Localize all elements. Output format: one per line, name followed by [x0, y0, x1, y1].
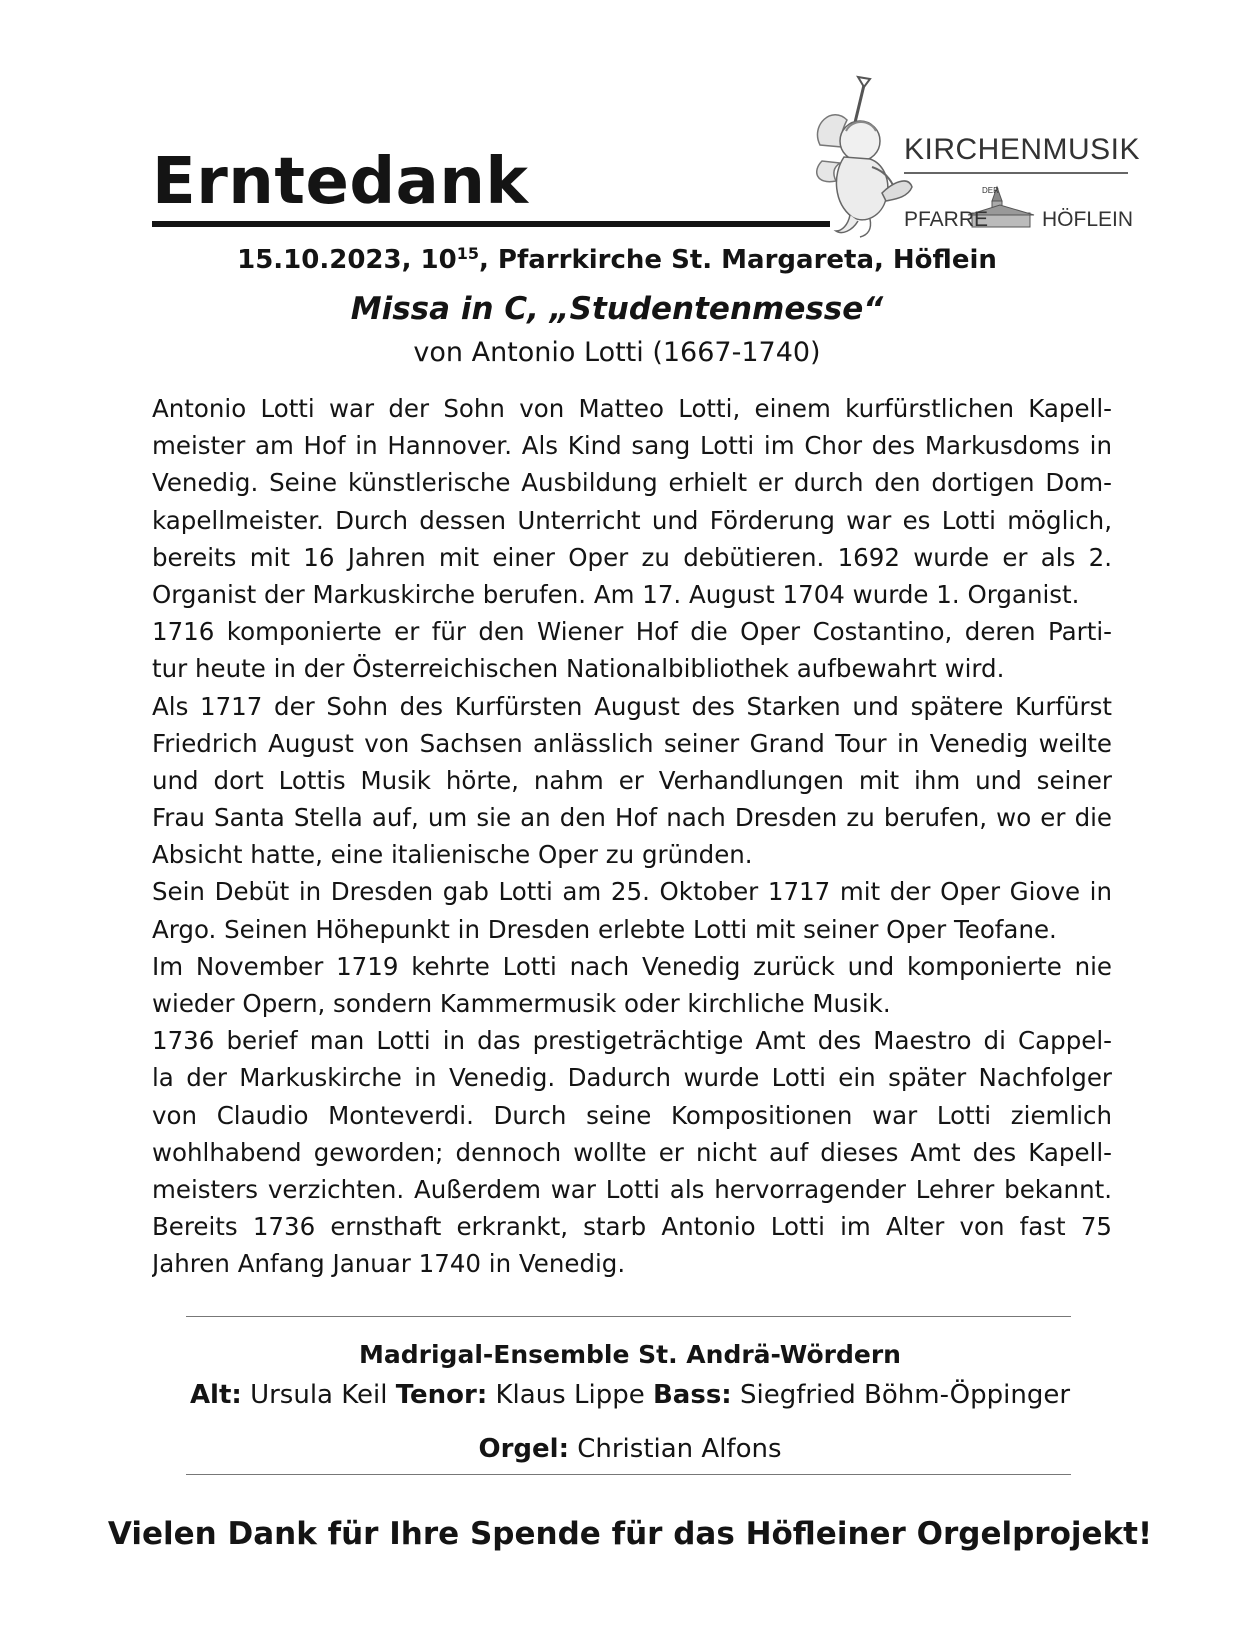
biography-line: wieder Opern, sondern Kammermusik oder kirchliche Musik. — [152, 989, 891, 1018]
biography-line: und dort Lottis Musik hörte, nahm er Verhandlungen mit ihm und seiner — [152, 765, 1112, 795]
composer-line: von Antonio Lotti (1667-1740) — [413, 337, 821, 368]
logo-pfarre-text: PFARRE — [904, 208, 989, 231]
biography-line: Organist der Markuskirche berufen. Am 17. August 1704 wurde 1. Organist. — [152, 579, 1080, 609]
ensemble-name: Madrigal-Ensemble St. Andrä-Wördern — [359, 1340, 901, 1369]
biography-line: meister am Hof in Hannover. Als Kind sang Lotti im Chor des Markusdoms in — [152, 431, 1112, 461]
biography-line: Als 1717 der Sohn des Kurfürsten August des Starken und spätere Kurfürst — [152, 691, 1112, 721]
biography-line: Sein Debüt in Dresden gab Lotti am 25. Oktober 1717 mit der Oper Giove in — [152, 877, 1112, 907]
biography-line: 1736 berief man Lotti in das prestigeträchtige Amt des Maestro di Cappel- — [152, 1026, 1112, 1056]
event-date-place — [0, 244, 1234, 276]
biography-line: Argo. Seinen Höhepunkt in Dresden erlebte Lotti mit seiner Oper Teofane. — [152, 914, 1057, 944]
divider-bottom — [186, 1474, 1071, 1475]
bass-name: Siegfried Böhm-Öppinger — [731, 1380, 1071, 1410]
logo-der-text: DER — [982, 186, 999, 195]
biography-line: 1716 komponierte er für den Wiener Hof die Oper Costantino, deren Parti- — [152, 617, 1112, 647]
donation-thanks: Vielen Dank für Ihre Spende für das Höfleiner Orgelprojekt! — [107, 1516, 1153, 1552]
biography-line: la der Markuskirche in Venedig. Dadurch wurde Lotti ein später Nachfolger — [152, 1063, 1112, 1093]
biography-line: von Claudio Monteverdi. Durch seine Kompositionen war Lotti ziemlich — [152, 1100, 1112, 1130]
biography-line: Venedig. Seine künstlerische Ausbildung erhielt er durch den dortigen Dom- — [152, 468, 1112, 498]
organ-label: Orgel: — [478, 1434, 569, 1464]
organ-line — [0, 1432, 1234, 1466]
biography-line: kapellmeister. Durch dessen Unterricht und Förderung war es Lotti möglich, — [152, 505, 1112, 535]
time-superscript: 15 — [456, 244, 479, 263]
biography-line: Jahren Anfang Januar 1740 in Venedig. — [152, 1249, 626, 1279]
bass-label: Bass: — [652, 1380, 732, 1410]
tenor-label: Tenor: — [395, 1380, 488, 1410]
logo-hoflein-text: HÖFLEIN — [1042, 208, 1134, 231]
organ-name: Christian Alfons — [568, 1434, 782, 1464]
biography-line: Antonio Lotti war der Sohn von Matteo Lotti, einem kurfürstlichen Kapell- — [152, 394, 1112, 423]
biography-line: Frau Santa Stella auf, um sie an den Hof nach Dresden zu berufen, wo er die — [152, 803, 1112, 833]
biography-text — [152, 390, 1112, 1283]
kirchenmusik-logo — [812, 75, 1141, 240]
date-text: 15.10.2023, 10 — [237, 245, 457, 275]
biography-line: Im November 1719 kehrte Lotti nach Venedig zurück und komponierte nie — [152, 951, 1112, 981]
biography-line: wohlhabend geworden; dennoch wollte er nicht auf dieses Amt des Kapell- — [152, 1137, 1112, 1167]
voices-line — [0, 1378, 1234, 1412]
tenor-name: Klaus Lippe — [487, 1380, 653, 1410]
biography-line: bereits mit 16 Jahren mit einer Oper zu debütieren. 1692 wurde er als 2. — [152, 542, 1112, 572]
alt-label: Alt: — [189, 1380, 242, 1410]
logo-kirchenmusik-text: KIRCHENMUSIK — [904, 133, 1141, 166]
biography-line: Absicht hatte, eine italienische Oper zu gründen. — [152, 840, 753, 870]
work-title: Missa in C, „Studentenmesse“ — [350, 291, 884, 327]
alt-name: Ursula Keil — [241, 1380, 396, 1410]
place-text: , Pfarrkirche St. Margareta, Höflein — [478, 245, 997, 275]
biography-line: Bereits 1736 ernsthaft erkrankt, starb Antonio Lotti im Alter von fast 75 — [152, 1212, 1112, 1242]
title-underline — [152, 221, 830, 227]
biography-line: meisters verzichten. Außerdem war Lotti als hervorragender Lehrer bekannt. — [152, 1174, 1112, 1204]
divider-top — [186, 1316, 1071, 1317]
biography-line: Friedrich August von Sachsen anlässlich seiner Grand Tour in Venedig weilte — [152, 728, 1112, 758]
biography-line: tur heute in der Österreichischen Nationalbibliothek aufbewahrt wird. — [152, 654, 1005, 684]
page-title: Erntedank — [152, 145, 529, 219]
